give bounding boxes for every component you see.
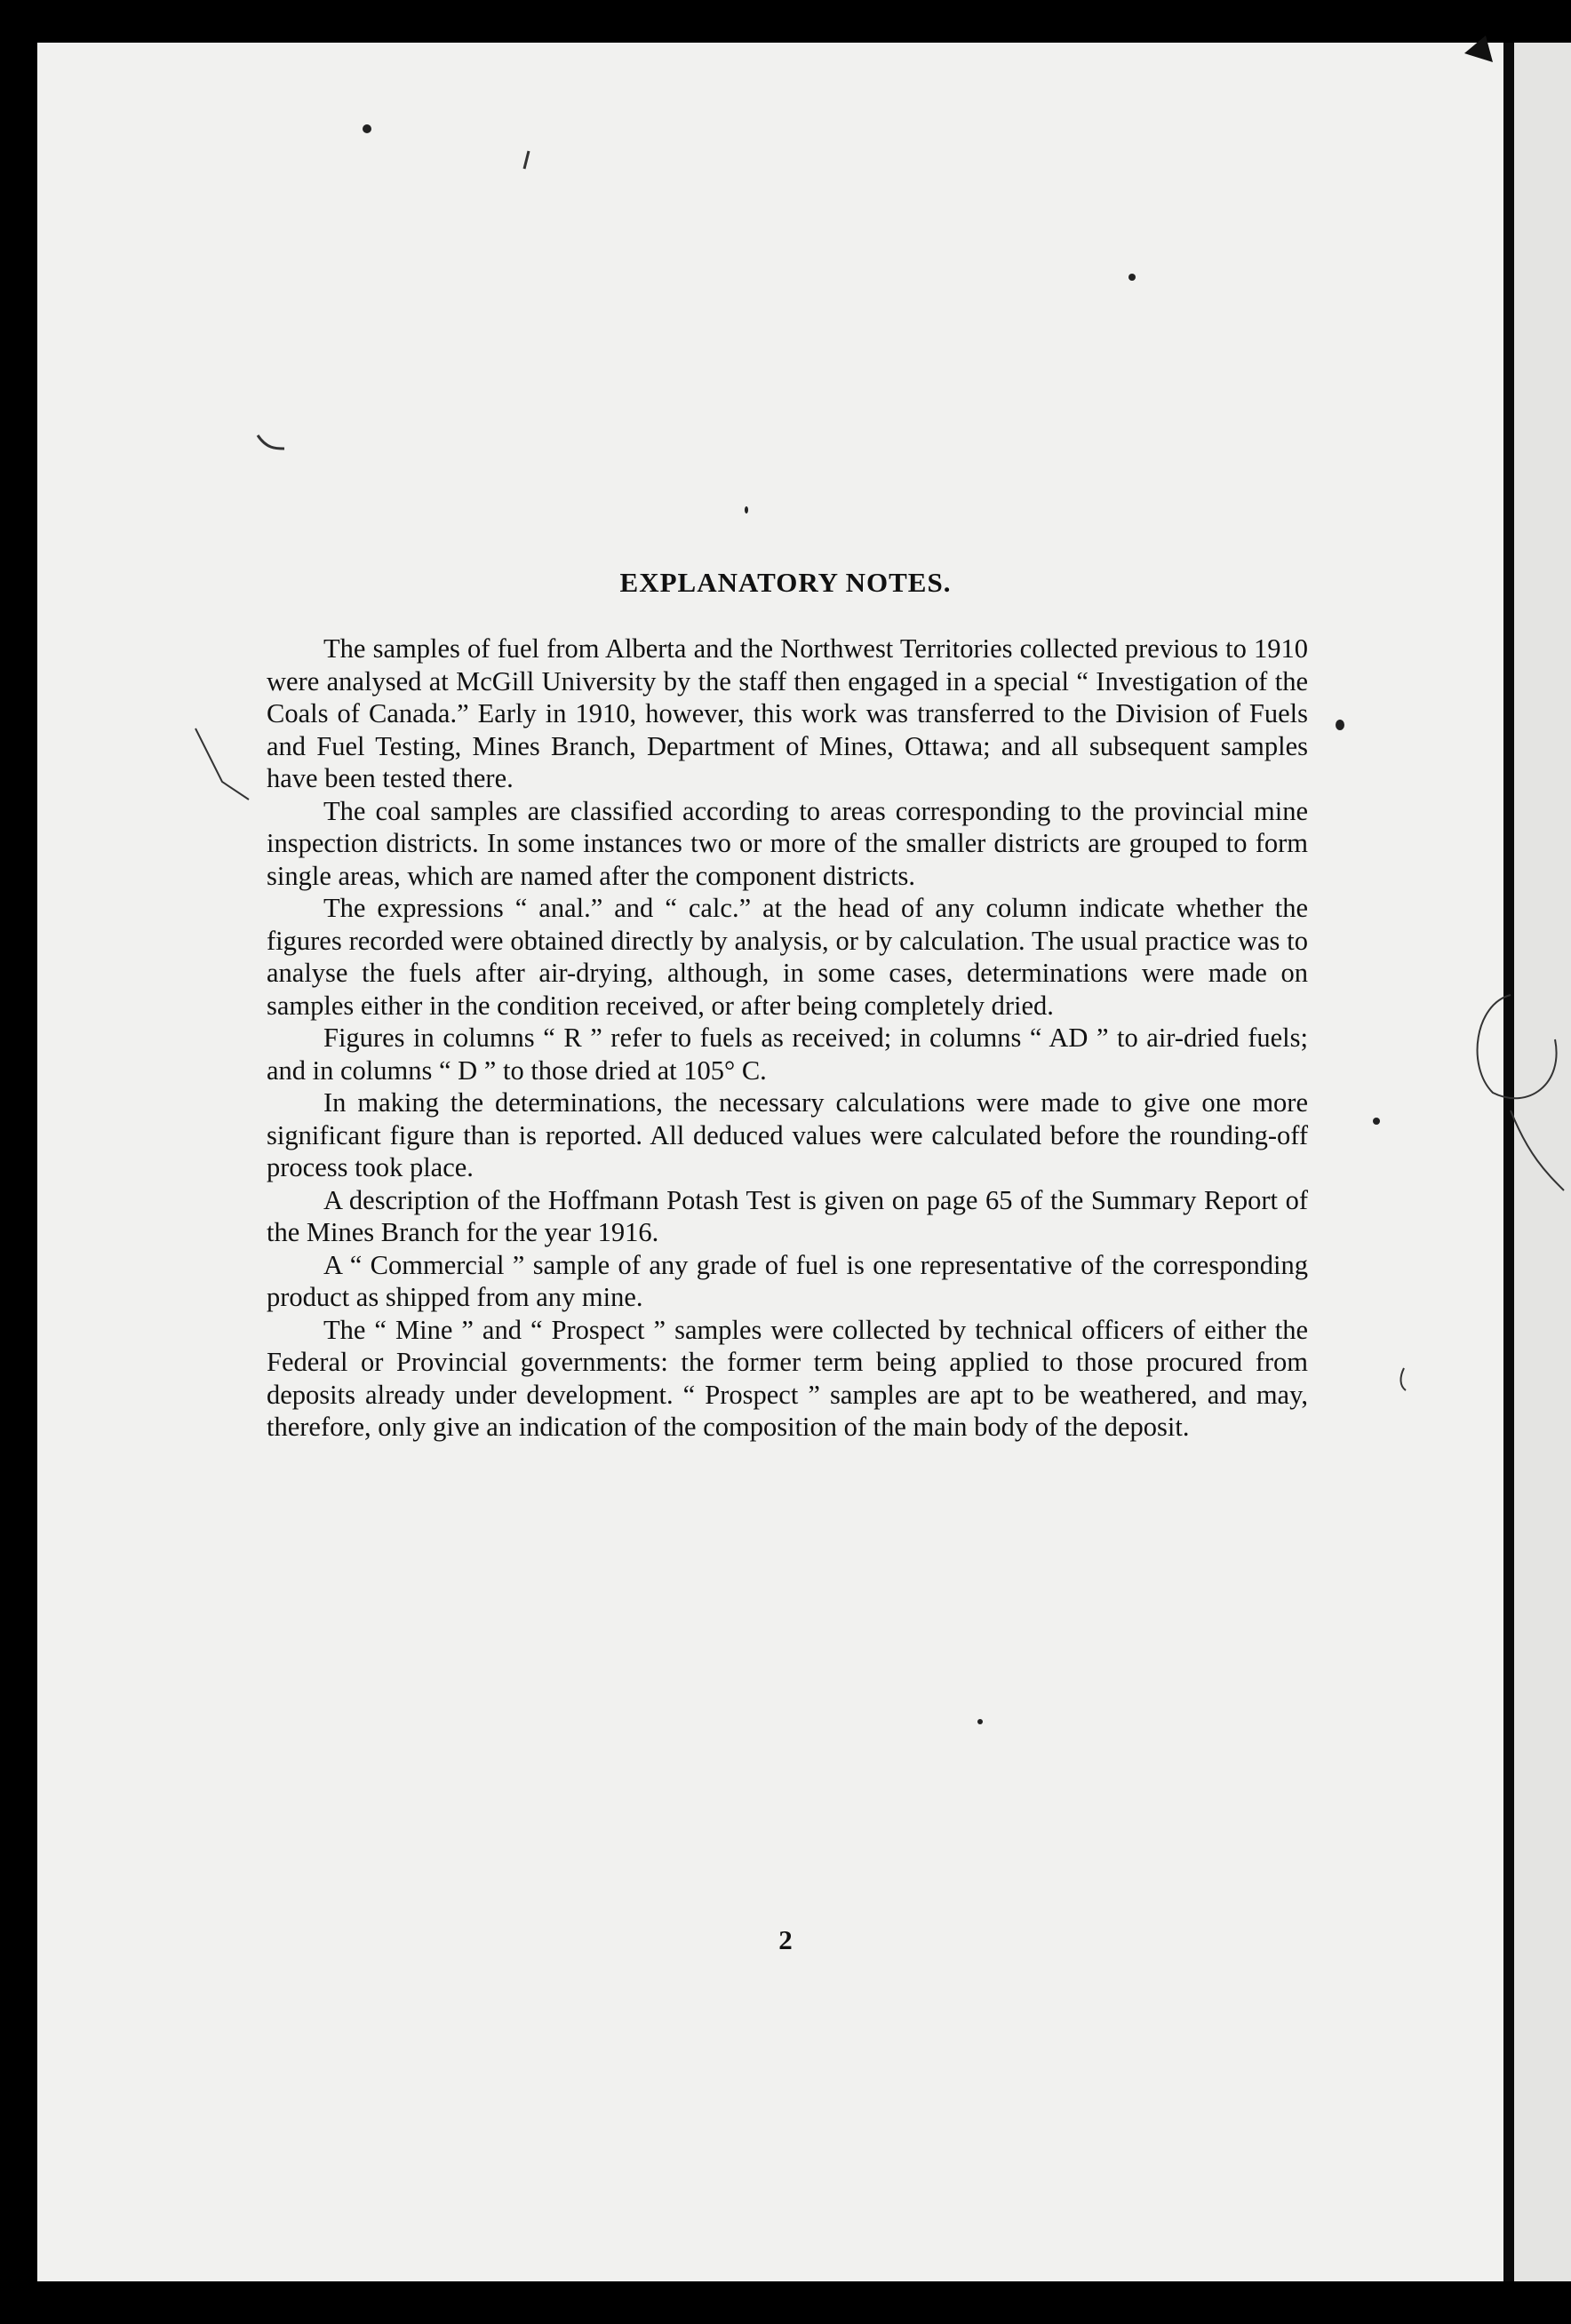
margin-tick <box>258 435 284 449</box>
margin-tick-2 <box>524 151 529 169</box>
paragraph-1: The samples of fuel from Alberta and the Northwest Territories collected previous to 1910 were analysed at McGill University by the staff then engaged in a special “ Investigation of the Coals of Canada.” Early in 1910, however, this work was transferred to the Division of Fuels and Fuel Testing, Mines Branch, Department of Mines, Ottawa; and all subsequent samples have been tested there. <box>267 633 1308 793</box>
page-title: EXPLANATORY NOTES. <box>619 567 952 598</box>
corner-tear <box>1464 36 1493 62</box>
page-number: 2 <box>778 1924 793 1955</box>
speck <box>745 506 748 513</box>
speck <box>1373 1118 1380 1125</box>
paragraph-4: Figures in columns “ R ” refer to fuels as received; in columns “ AD ” to air-dried fuels; and in columns “ D ” to those dried at 105° C. <box>267 1023 1308 1086</box>
body-text <box>267 633 1308 1444</box>
speck <box>1128 274 1136 281</box>
paragraph-3: The expressions “ anal.” and “ calc.” at the head of any column indicate whether the figures recorded were obtained directly by analysis, or by calculation. The usual practice was to analyse the fuels after air-drying, although, in some cases, determinations were made on samples either in the condition received, or after being completely dried. <box>267 893 1308 1021</box>
speck <box>977 1719 983 1724</box>
margin-scribble <box>1478 995 1557 1098</box>
paragraph-8: The “ Mine ” and “ Prospect ” samples were collected by technical officers of either the Federal or Provincial governments: the former term being applied to those procured from deposits already under development. “ Prospect ” samples are apt to be weathered, and may, therefore, only give an indication of the composition of the main body of the deposit. <box>267 1314 1308 1442</box>
paragraph-2: The coal samples are classified according to areas corresponding to the provincial mine inspection districts. In some instances two or more of the smaller districts are grouped to form single areas, which are named after the component districts. <box>267 795 1308 891</box>
speck <box>1336 720 1344 730</box>
speck <box>363 124 371 133</box>
paragraph-7: A “ Commercial ” sample of any grade of fuel is one representative of the corresponding product as shipped from any mine. <box>267 1249 1308 1312</box>
margin-tick-3 <box>1400 1368 1406 1390</box>
paragraph-6: A description of the Hoffmann Potash Test is given on page 65 of the Summary Report of the Mines Branch for the year 1916. <box>267 1184 1308 1247</box>
margin-stroke <box>195 728 249 800</box>
margin-line <box>1511 1110 1564 1190</box>
paragraph-5: In making the determinations, the necessary calculations were made to give one more significant figure than is reported. All deduced values were calculated before the rounding-off process took place. <box>267 1087 1308 1182</box>
